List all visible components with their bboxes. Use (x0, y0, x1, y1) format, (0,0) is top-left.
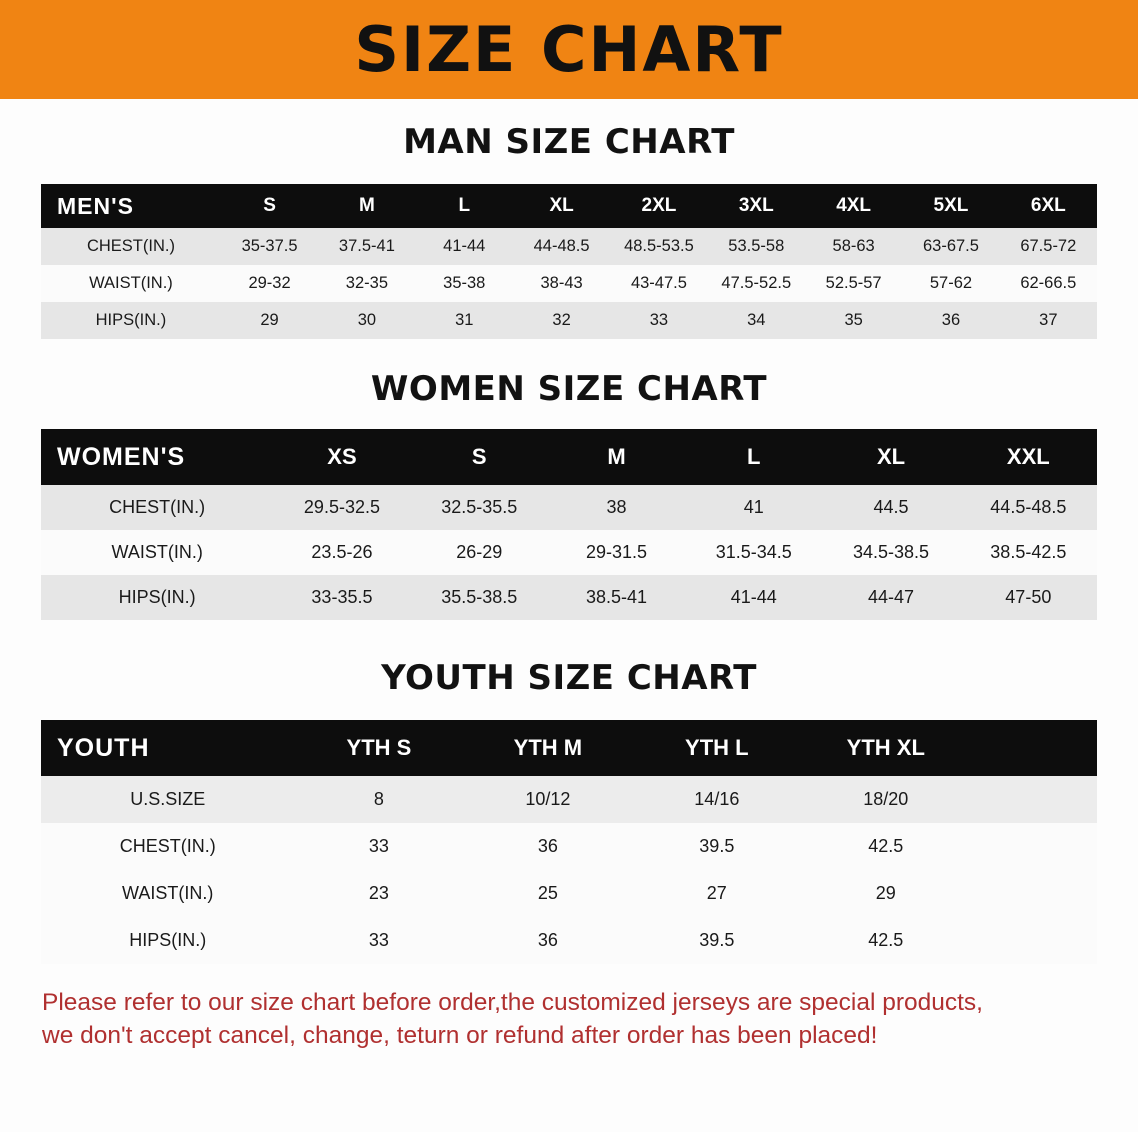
table-cell: 36 (537, 930, 558, 950)
youth-table-header-row (41, 720, 1097, 776)
table-cell: 38-43 (540, 274, 583, 292)
table-row (41, 917, 1097, 964)
table-cell: 29 (260, 311, 279, 329)
table-cell: 14/16 (694, 789, 740, 809)
page-title: SIZE CHART (354, 12, 784, 86)
table-cell: 26-29 (456, 542, 503, 562)
youth-section-heading: YOUTH SIZE CHART (381, 658, 757, 698)
women-size-table (41, 429, 1097, 620)
row-label: CHEST(IN.) (109, 497, 206, 517)
table-cell: 25 (537, 883, 558, 903)
table-cell: 31.5-34.5 (715, 542, 792, 562)
women-size-table-wrapper (41, 429, 1097, 620)
man-col-header: 2XL (641, 195, 677, 216)
women-col-header: S (471, 444, 487, 469)
table-row (41, 530, 1097, 575)
table-cell: 31 (455, 311, 474, 329)
man-col-header: 5XL (933, 195, 969, 216)
table-cell: 38 (606, 497, 627, 517)
table-cell: 39.5 (699, 836, 735, 856)
youth-corner-label: YOUTH (57, 733, 150, 762)
table-cell: 23.5-26 (311, 542, 373, 562)
table-cell: 43-47.5 (630, 274, 687, 292)
table-cell: 37 (1039, 311, 1058, 329)
table-cell: 53.5-58 (728, 237, 785, 255)
women-col-header: XS (327, 444, 357, 469)
table-cell: 42.5 (868, 930, 904, 950)
man-size-table (41, 184, 1097, 339)
table-cell: 57-62 (929, 274, 973, 292)
row-label: WAIST(IN.) (89, 274, 173, 292)
women-table-header-row (41, 429, 1097, 485)
table-cell: 41 (743, 497, 764, 517)
table-cell-spacer (970, 917, 1097, 964)
table-cell: 47.5-52.5 (721, 274, 792, 292)
table-cell: 35 (844, 311, 863, 329)
man-table-header-row (41, 184, 1097, 228)
table-cell: 62-66.5 (1020, 274, 1077, 292)
table-cell: 41-44 (730, 587, 777, 607)
table-row (41, 776, 1097, 823)
women-col-header: M (607, 444, 626, 469)
table-cell: 32.5-35.5 (441, 497, 518, 517)
table-cell: 38.5-41 (585, 587, 648, 607)
man-col-header: 4XL (836, 195, 872, 216)
table-cell: 63-67.5 (922, 237, 979, 255)
table-cell: 67.5-72 (1020, 237, 1077, 255)
man-section-heading: MAN SIZE CHART (403, 122, 735, 162)
table-cell: 44-47 (868, 587, 915, 607)
table-cell: 29.5-32.5 (303, 497, 380, 517)
table-cell: 33 (368, 930, 389, 950)
table-cell: 33 (368, 836, 389, 856)
disclaimer-line-1: Please refer to our size chart before order,the customized jerseys are special products, (42, 989, 983, 1016)
table-cell: 36 (537, 836, 558, 856)
disclaimer-note (42, 986, 1096, 1052)
women-col-header: XL (876, 444, 906, 469)
row-label: HIPS(IN.) (129, 930, 207, 950)
women-col-header: XXL (1006, 444, 1050, 469)
table-cell: 29 (875, 883, 896, 903)
table-cell: 10/12 (525, 789, 571, 809)
page-banner (0, 0, 1138, 99)
table-cell: 37.5-41 (338, 237, 395, 255)
youth-size-table (41, 720, 1097, 964)
table-cell: 32 (552, 311, 571, 329)
table-cell: 29-31.5 (585, 542, 648, 562)
table-cell-spacer (970, 776, 1097, 823)
table-row (41, 228, 1097, 265)
women-corner-label: WOMEN'S (57, 442, 186, 471)
row-label: WAIST(IN.) (111, 542, 203, 562)
row-label: U.S.SIZE (130, 789, 206, 809)
table-cell: 32-35 (345, 274, 388, 292)
table-cell: 23 (368, 883, 389, 903)
table-cell: 38.5-42.5 (990, 542, 1067, 562)
man-col-header: XL (549, 195, 574, 216)
man-col-header: M (358, 195, 375, 216)
women-col-header: L (747, 444, 761, 469)
table-cell: 8 (373, 789, 384, 809)
table-cell: 44-48.5 (533, 237, 590, 255)
youth-col-header: YTH S (346, 735, 412, 760)
youth-col-header: YTH XL (846, 735, 925, 760)
youth-col-header: YTH L (685, 735, 749, 760)
table-cell: 35-38 (443, 274, 486, 292)
table-cell: 47-50 (1005, 587, 1052, 607)
man-size-table-wrapper (41, 184, 1097, 339)
table-row (41, 823, 1097, 870)
table-cell: 44.5 (873, 497, 909, 517)
table-cell: 34 (747, 311, 766, 329)
disclaimer-line-2: we don't accept cancel, change, teturn or refund after order has been placed! (42, 1022, 878, 1050)
man-corner-label: MEN'S (57, 192, 134, 219)
table-cell: 27 (706, 883, 727, 903)
table-cell: 34.5-38.5 (852, 542, 930, 562)
man-col-header: L (458, 195, 471, 216)
table-cell-spacer (970, 870, 1097, 917)
youth-col-header: YTH M (513, 735, 583, 760)
table-cell: 30 (357, 311, 377, 329)
table-cell: 33 (649, 311, 669, 329)
row-label: CHEST(IN.) (119, 836, 216, 856)
table-row (41, 575, 1097, 620)
table-cell: 33-35.5 (311, 587, 373, 607)
table-row (41, 302, 1097, 339)
table-row (41, 870, 1097, 917)
table-cell: 18/20 (863, 789, 909, 809)
table-row (41, 485, 1097, 530)
table-cell: 52.5-57 (825, 274, 882, 292)
table-cell: 39.5 (699, 930, 735, 950)
table-cell: 44.5-48.5 (990, 497, 1067, 517)
women-section-heading: WOMEN SIZE CHART (370, 369, 768, 409)
table-cell: 41-44 (443, 237, 486, 255)
man-col-header: 6XL (1030, 195, 1066, 216)
row-label: HIPS(IN.) (95, 311, 167, 329)
table-cell: 35-37.5 (241, 237, 298, 255)
youth-size-table-wrapper (41, 720, 1097, 964)
table-cell: 48.5-53.5 (624, 237, 694, 255)
table-cell: 35.5-38.5 (441, 587, 518, 607)
table-cell-spacer (970, 823, 1097, 870)
row-label: WAIST(IN.) (122, 883, 214, 903)
table-cell: 42.5 (868, 836, 904, 856)
youth-col-spacer (970, 720, 1097, 776)
table-row (41, 265, 1097, 302)
table-cell: 36 (941, 311, 961, 329)
table-cell: 58-63 (832, 237, 875, 255)
man-col-header: S (263, 195, 276, 216)
man-col-header: 3XL (738, 195, 774, 216)
row-label: CHEST(IN.) (86, 237, 175, 255)
table-cell: 29-32 (248, 274, 291, 292)
row-label: HIPS(IN.) (118, 587, 196, 607)
